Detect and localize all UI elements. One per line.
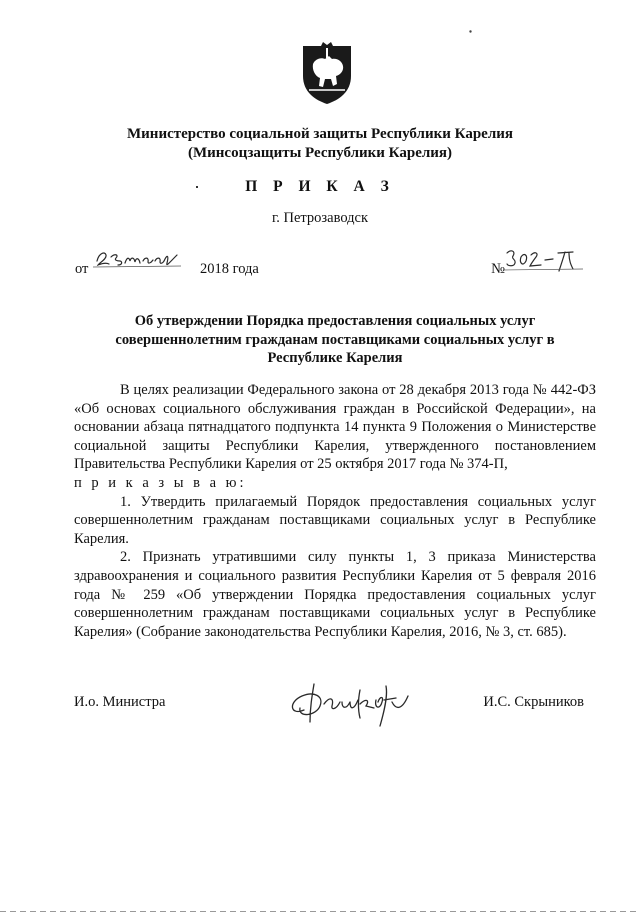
date-number-row xyxy=(75,257,585,281)
city-name: г. Петрозаводск xyxy=(271,210,369,226)
coat-of-arms-emblem xyxy=(299,42,355,106)
subject-line: совершеннолетним гражданам поставщиками социальных услуг в xyxy=(115,331,555,348)
handwritten-date xyxy=(93,243,183,271)
signer-name: И.С. Скрыников xyxy=(483,694,584,710)
date-prefix: от xyxy=(75,261,89,277)
subject-line: Об утверждении Порядка предоставления социальных услуг xyxy=(134,313,536,329)
signature-block xyxy=(74,694,584,734)
scan-artifact-line xyxy=(0,900,640,903)
handwritten-signature xyxy=(284,666,424,736)
order-item-1: 1. Утвердить прилагаемый Порядок предоставления социальных услуг совершеннолетним гражданам поставщиками социальных услуг в Республике Карелия. xyxy=(74,493,596,547)
number-prefix: № xyxy=(491,261,505,277)
date-year: 2018 года xyxy=(200,261,259,277)
order-word: п р и к а з ы в а ю: xyxy=(74,474,247,491)
subject-line: Республике Карелия xyxy=(267,350,403,366)
document-body xyxy=(74,381,596,641)
ministry-header xyxy=(0,125,640,163)
preamble-paragraph: В целях реализации Федерального закона от 28 декабря 2013 года № 442-ФЗ «Об основах социального обслуживания граждан в Российской Федерации», на основании абзаца пятнадцатого подпункта 14 пункта 9 Положения о Министерстве социальной защиты Республики Карелия, утвержденного постановлением Правительства Республики Карелия от 25 октября 2017 года № 374-П, xyxy=(74,382,596,473)
ministry-name-full: Министерство социальной защиты Республики Карелия xyxy=(127,126,513,142)
ministry-name-short: (Минсоцзащиты Республики Карелия) xyxy=(187,145,453,161)
order-item-2: 2. Признать утратившими силу пункты 1, 3 приказа Министерства здравоохранения и социального развития Республики Карелия от 5 февраля 2016 года № 259 «Об утверждении Порядка предоставления социальных услуг совершеннолетним гражданам поставщиками социальных услуг в Республике Карелия» (Собрание законодательства Республики Карелия, 2016, № 3, ст. 685). xyxy=(74,549,596,640)
document-subject xyxy=(110,312,560,368)
scan-mark xyxy=(469,20,472,23)
document-type-title: П Р И К А З xyxy=(245,178,395,195)
handwritten-number xyxy=(503,243,585,275)
signer-title: И.о. Министра xyxy=(74,694,166,710)
